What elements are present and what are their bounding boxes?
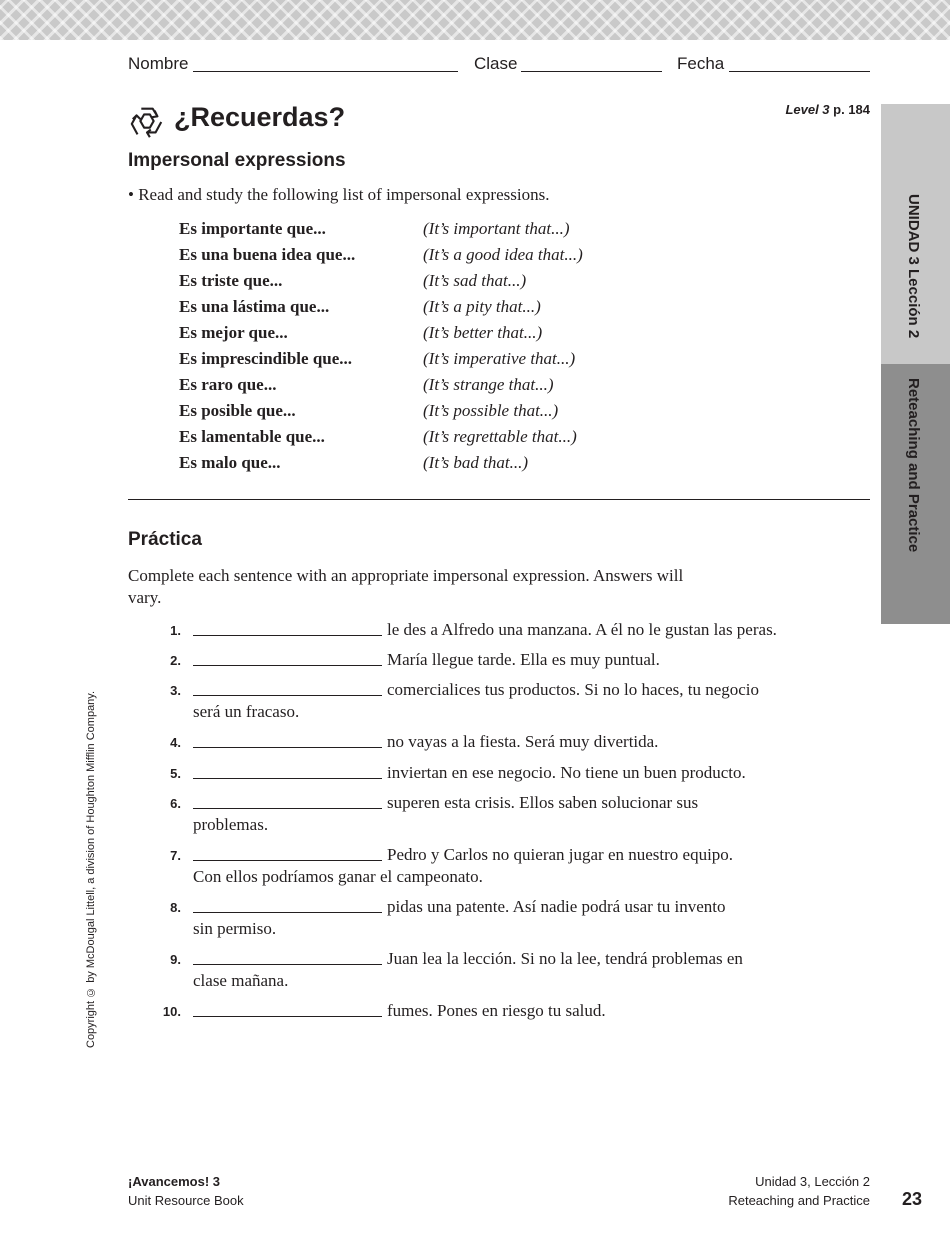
practice-item: [150, 679, 850, 731]
item-number: 8.: [170, 900, 181, 915]
expression-row: [179, 321, 679, 347]
practice-item: [150, 649, 850, 679]
item-sentence-continuation: sin permiso.: [193, 919, 277, 938]
practica-instruction-line1: Complete each sentence with an appropriate impersonal expression. Answers will: [128, 566, 684, 585]
item-sentence: no vayas a la fiesta. Será muy divertida.: [387, 732, 659, 751]
side-tab-section-label: Reteaching and Practice: [905, 378, 922, 553]
expression-english: (It’s a good idea that...): [423, 245, 583, 264]
expression-row: [179, 451, 679, 477]
footer-book-subtitle: Unit Resource Book: [128, 1193, 244, 1208]
item-number: 9.: [170, 952, 181, 967]
item-number: 2.: [170, 653, 181, 668]
answer-blank[interactable]: [193, 792, 382, 809]
clase-field-line[interactable]: [521, 71, 662, 72]
answer-blank[interactable]: [193, 896, 382, 913]
footer-unit: Unidad 3, Lección 2: [755, 1174, 870, 1189]
item-number: 4.: [170, 735, 181, 750]
expression-english: (It’s strange that...): [423, 375, 554, 394]
page-title: ¿Recuerdas?: [174, 102, 346, 132]
item-sentence: pidas una patente. Así nadie podrá usar tu invento: [387, 897, 726, 916]
clase-label: Clase: [474, 54, 518, 73]
expression-spanish: Es una lástima que...: [179, 297, 330, 316]
nombre-field-line[interactable]: [193, 71, 458, 72]
item-sentence-continuation: será un fracaso.: [193, 702, 300, 721]
side-tab-unit-label: UNIDAD 3 Lección 2: [905, 194, 922, 339]
expression-spanish: Es raro que...: [179, 375, 277, 394]
item-sentence: le des a Alfredo una manzana. A él no le gustan las peras.: [387, 620, 777, 639]
expression-row: [179, 217, 679, 243]
practica-heading: Práctica: [128, 529, 202, 550]
expression-spanish: Es una buena idea que...: [179, 245, 356, 264]
expression-english: (It’s better that...): [423, 323, 543, 342]
nombre-label: Nombre: [128, 54, 189, 73]
item-number: 10.: [162, 1004, 181, 1019]
expression-spanish: Es imprescindible que...: [179, 349, 353, 368]
expression-english: (It’s bad that...): [423, 453, 528, 472]
footer-right: [728, 1172, 870, 1210]
item-sentence: María llegue tarde. Ella es muy puntual.: [387, 650, 660, 669]
item-sentence: fumes. Pones en riesgo tu salud.: [387, 1001, 606, 1020]
expression-spanish: Es malo que...: [179, 453, 281, 472]
expression-english: (It’s imperative that...): [423, 349, 576, 368]
practice-item: [150, 896, 850, 948]
expression-row: [179, 269, 679, 295]
item-sentence: superen esta crisis. Ellos saben solucionar sus: [387, 793, 699, 812]
page-number: 23: [902, 1189, 923, 1209]
item-number: 1.: [170, 623, 181, 638]
practice-item: [150, 1000, 850, 1030]
practice-item: [150, 792, 850, 844]
answer-blank[interactable]: [193, 619, 382, 636]
item-sentence: Pedro y Carlos no quieran jugar en nuestro equipo.: [387, 845, 734, 864]
item-sentence: inviertan en ese negocio. No tiene un buen producto.: [387, 763, 746, 782]
item-number: 3.: [170, 683, 181, 698]
answer-blank[interactable]: [193, 762, 382, 779]
level-page: p. 184: [829, 102, 870, 117]
item-sentence-continuation: problemas.: [193, 815, 269, 834]
item-sentence-continuation: clase mañana.: [193, 971, 289, 990]
expression-english: (It’s a pity that...): [423, 297, 541, 316]
answer-blank[interactable]: [193, 731, 382, 748]
footer-section: Reteaching and Practice: [728, 1193, 870, 1208]
copyright-notice: Copyright © by McDougal Littell, a division of Houghton Mifflin Company.: [85, 690, 97, 1048]
fecha-label: Fecha: [677, 54, 725, 73]
recycle-icon: [128, 103, 166, 141]
expression-english: (It’s important that...): [423, 219, 570, 238]
expression-spanish: Es mejor que...: [179, 323, 288, 342]
practice-item: [150, 731, 850, 762]
decorative-top-band: [0, 0, 950, 40]
item-number: 6.: [170, 796, 181, 811]
side-tab-unit: [881, 104, 950, 364]
practice-item: [150, 948, 850, 1000]
item-number: 7.: [170, 848, 181, 863]
practice-item: [150, 619, 850, 649]
item-sentence-continuation: Con ellos podríamos ganar el campeonato.: [193, 867, 483, 886]
practice-item: [150, 844, 850, 896]
expression-english: (It’s sad that...): [423, 271, 527, 290]
expression-spanish: Es triste que...: [179, 271, 283, 290]
expression-row: [179, 243, 679, 269]
expression-english: (It’s possible that...): [423, 401, 559, 420]
impersonal-expressions-heading: Impersonal expressions: [128, 150, 346, 171]
expression-english: (It’s regrettable that...): [423, 427, 577, 446]
answer-blank[interactable]: [193, 679, 382, 696]
footer-book-title: ¡Avancemos! 3: [128, 1174, 220, 1189]
expression-row: [179, 373, 679, 399]
practice-items-list: [150, 619, 850, 1030]
expression-row: [179, 347, 679, 373]
answer-blank[interactable]: [193, 1000, 382, 1017]
side-tab-section: [881, 364, 950, 624]
practica-instruction-line2: vary.: [128, 588, 162, 607]
expression-row: [179, 425, 679, 451]
level-reference: [785, 102, 870, 117]
expression-row: [179, 295, 679, 321]
expression-spanish: Es importante que...: [179, 219, 326, 238]
practice-item: [150, 762, 850, 792]
item-sentence: comercialices tus productos. Si no lo haces, tu negocio: [387, 680, 760, 699]
expression-spanish: Es posible que...: [179, 401, 296, 420]
practica-instruction: [128, 565, 683, 609]
expressions-list: [179, 217, 679, 477]
level-label: Level 3: [785, 102, 830, 117]
item-sentence: Juan lea la lección. Si no la lee, tendrá problemas en: [387, 949, 743, 968]
item-number: 5.: [170, 766, 181, 781]
recuerdas-instruction: • Read and study the following list of impersonal expressions.: [128, 185, 550, 204]
footer-left: [128, 1172, 244, 1210]
answer-blank[interactable]: [193, 948, 382, 965]
answer-blank[interactable]: [193, 649, 382, 666]
answer-blank[interactable]: [193, 844, 382, 861]
section-divider: [128, 499, 870, 500]
fecha-field-line[interactable]: [729, 71, 870, 72]
expression-spanish: Es lamentable que...: [179, 427, 325, 446]
expression-row: [179, 399, 679, 425]
